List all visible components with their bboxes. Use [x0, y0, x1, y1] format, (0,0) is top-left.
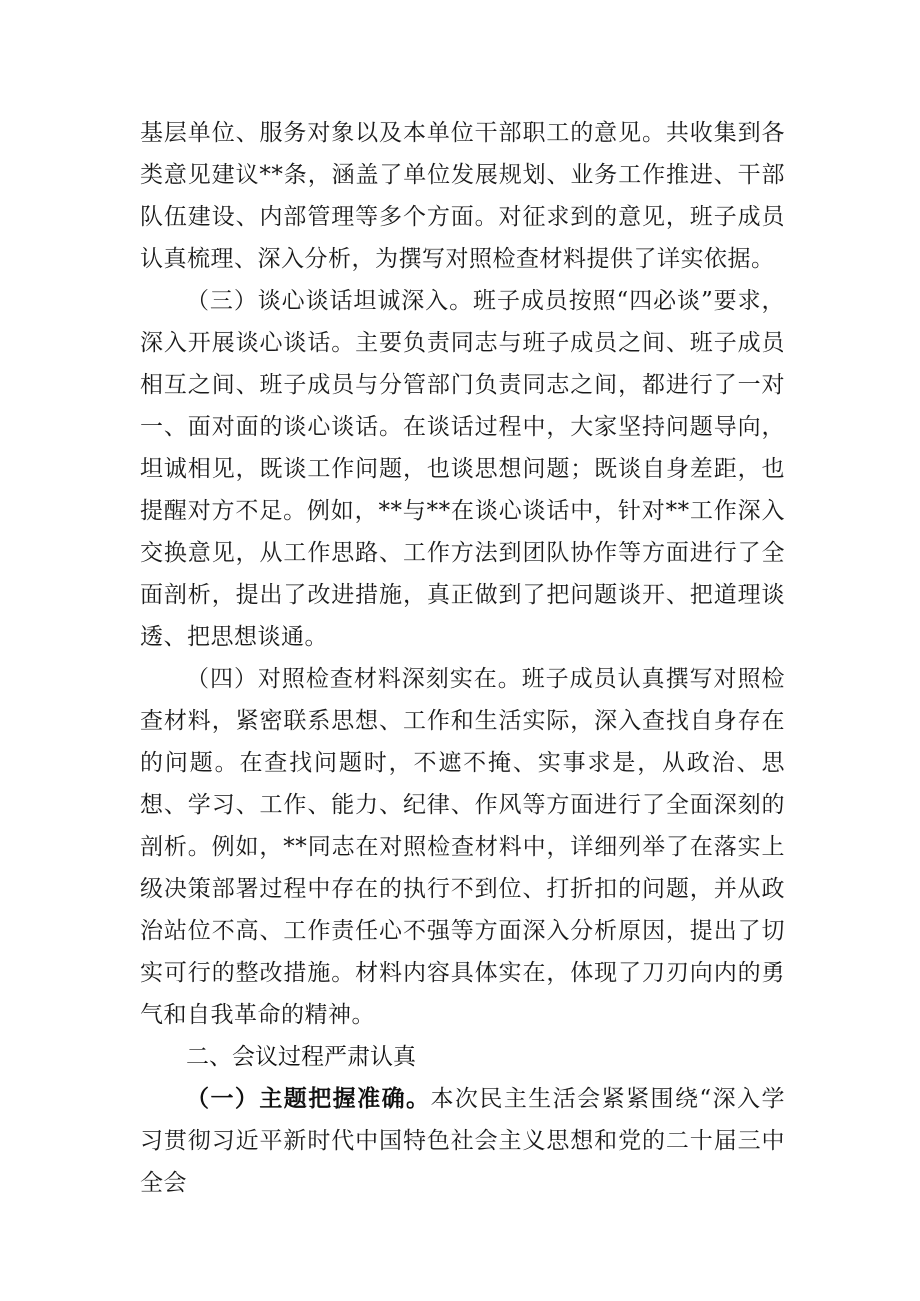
paragraph-lead-title: （一）主题把握准确。	[186, 1086, 431, 1112]
paragraph-self-examination-materials: （四）对照检查材料深刻实在。班子成员认真撰写对照检查材料，紧密联系思想、工作和生活实际，深入查找自身存在的问题。在查找问题时，不遮不掩、实事求是，从政治、思想、学习、工作、能力、纪律、作风等方面进行了全面深刻的剖析。例如，**同志在对照检查材料中，详细列举了在落实上级决策部署过程中存在的执行不到位、打折扣的问题，并从政治站位不高、工作责任心不强等方面深入分析原因，提出了切实可行的整改措施。材料内容具体实在，体现了刀刃向内的勇气和自我革命的精神。	[140, 666, 785, 1028]
document-body	[140, 112, 785, 1204]
paragraph-heart-to-heart-talks: （三）谈心谈话坦诚深入。班子成员按照“四必谈”要求，深入开展谈心谈话。主要负责同志与班子成员之间、班子成员相互之间、班子成员与分管部门负责同志之间，都进行了一对一、面对面的谈心谈话。在谈话过程中，大家坚持问题导向，坦诚相见，既谈工作问题，也谈思想问题；既谈自身差距，也提醒对方不足。例如，**与**在谈心谈话中，针对**工作深入交换意见，从工作思路、工作方法到团队协作等方面进行了全面剖析，提出了改进措施，真正做到了把问题谈开、把道理谈透、把思想谈通。	[140, 288, 785, 650]
paragraph-body-text: 本次民主生活会紧紧围绕“深入学习贯彻习近平新时代中国特色社会主义思想和党的二十届三中全会	[140, 1086, 786, 1196]
paragraph-opinions-collected: 基层单位、服务对象以及本单位干部职工的意见。共收集到各类意见建议**条，涵盖了单位发展规划、业务工作推进、干部队伍建设、内部管理等多个方面。对征求到的意见，班子成员认真梳理、深入分析，为撰写对照检查材料提供了详实依据。	[140, 120, 785, 272]
paragraph-theme-grasp	[140, 1078, 785, 1204]
section-heading: 二、会议过程严肃认真	[186, 1044, 416, 1070]
